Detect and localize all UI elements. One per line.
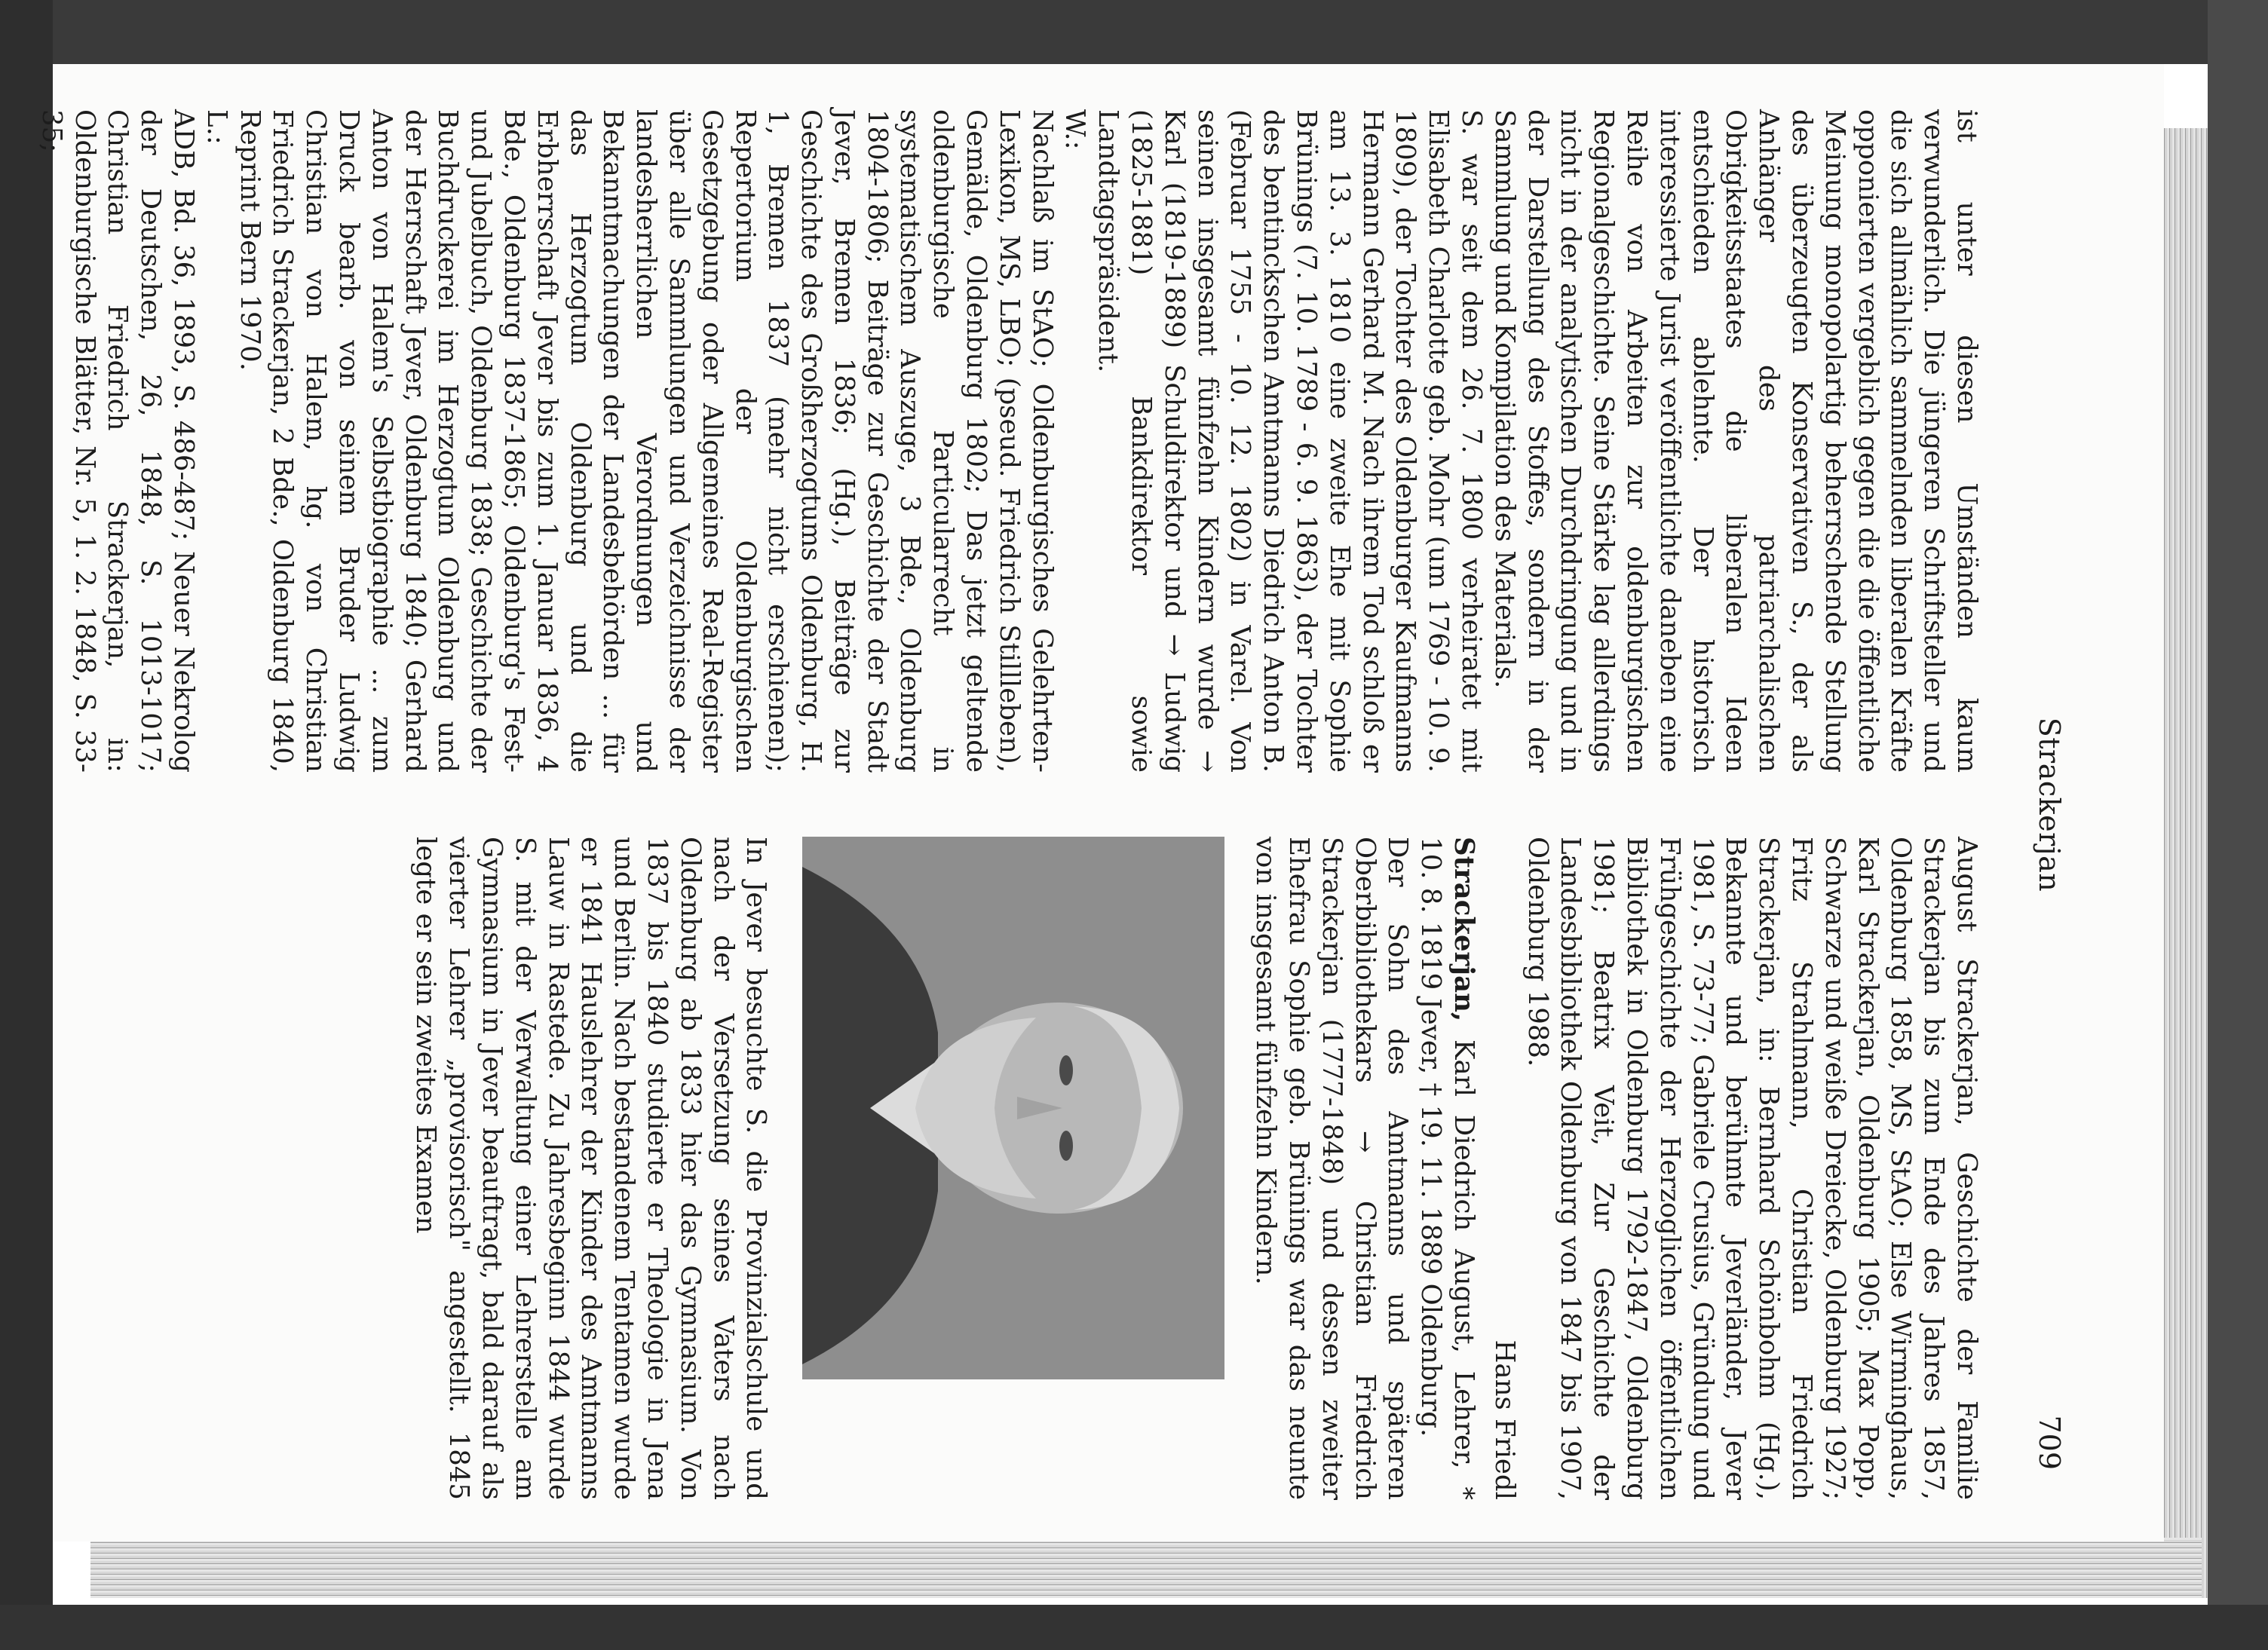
paragraph-family: S. war seit dem 26. 7. 1800 verheiratet mit Elisabeth Charlotte geb. Mohr (um 1769 - 10. 9. 1809), der Tochter des Oldenburger Kaufmanns Hermann Gerhard M. Nach ihrem Tod schloß er am 13. 3. 1810 eine zweite Ehe mit Sophie Brünings (7. 10. 1789 - 6. 9. 1863), der Tochter des bentinckschen Amtmanns Diedrich Anton B. (Februar 1755 - 10. 12. 1802) in Varel. Von seinen insgesamt fünfzehn Kindern wurde → Karl (1819-1889) Schuldirektor und → Ludwig (1825-1881) Bankdirektor sowie Landtagspräsident.	[1093, 109, 1488, 773]
paragraph-career: ist unter diesen Umständen kaum verwunderlich. Die jüngeren Schriftsteller und die sich allmählich sammelnden liberalen Kräfte opponierten vergeblich gegen die die öffentliche Meinung monopolartig beherrschende Stellung des überzeugten Konservativen S., der als Anhänger des patriarchalischen Obrigkeitsstaates die liberalen Ideen entschieden ablehnte. Der historisch interessierte Jurist veröffentlichte daneben eine Reihe von Arbeiten zur oldenburgischen Regionalgeschichte. Seine Stärke lag allerdings nicht in der analytischen Durchdringung und in der Darstellung des Stoffes, sondern in der Sammlung und Kompilation des Materials.	[1488, 109, 1982, 773]
author-signature: Hans Friedl	[1488, 1339, 1520, 1500]
entry-paragraph: Der Sohn des Amtmanns und späteren Oberbibliothekars → Christian Friedrich Strackerjan (1777-1848) und dessen zweiter Ehefrau Sophie geb. Brünings war das neunte von insgesamt fünfzehn Kindern.	[1250, 837, 1414, 1500]
literature-heading: L.:	[201, 109, 232, 145]
page-stack-bottom	[90, 1538, 2202, 1598]
page-number: 709	[2033, 1415, 2066, 1470]
book-edge-bottom	[0, 1605, 2268, 1650]
entry-heading	[1414, 837, 1480, 1500]
portrait-illustration	[802, 837, 1224, 1379]
literature-continued: August Strackerjan, Geschichte der Familie Strackerjan bis zum Ende des Jahres 1857, Oldenburg 1858, MS, StAO; Else Wirminghaus, Karl Strackerjan, Oldenburg 1905; Max Popp, Schwarze und weiße Dreiecke, Oldenburg 1927; Fritz Strahlmann, Christian Friedrich Strackerjan, in: Bernhard Schönbohm (Hg.), Bekannte und berühmte Jeverländer, Jever 1981, S. 73-77; Gabriele Crusius, Gründung und Frühgeschichte der Herzoglichen öffentlichen Bibliothek in Oldenburg 1792-1847, Oldenburg 1981; Beatrix Veit, Zur Geschichte der Landesbibliothek Oldenburg von 1847 bis 1907, Oldenburg 1988.	[1522, 837, 1982, 1500]
paragraph-education: In Jever besuchte S. die Provinzialschule und nach der Versetzung seines Vaters nach Oldenburg ab 1833 hier das Gymnasium. Von 1837 bis 1840 studierte er Theologie in Jena und Berlin. Nach bestandenem Tentamen wurde er 1841 Hauslehrer der Kinder des Amtmanns Lauw in Rastede. Zu Jahresbeginn 1844 wurde S. mit der Verwaltung einer Lehrerstelle am Gymnasium in Jever beauftragt, bald darauf als vierter Lehrer „provisorisch" angestellt. 1845 legte er sein zweites Examen	[410, 837, 772, 1500]
book-edge-right	[2208, 0, 2268, 1650]
rotated-page-content	[35, 109, 2066, 1500]
literature-list: ADB, Bd. 36, 1893, S. 486-487; Neuer Nekrolog der Deutschen, 26, 1848, S. 1013-1017; Christian Friedrich Strackerjan, in: Oldenburgische Blätter, Nr. 5, 1. 2. 1848, S. 33-35;	[35, 109, 199, 773]
entry-intro: Karl Diedrich August, Lehrer, * 10. 8. 1819 Jever, † 19. 11. 1889 Oldenburg.	[1415, 837, 1480, 1500]
page-stack-right	[2156, 128, 2208, 1598]
works-list: Nachlaß im StAO; Oldenburgisches Gelehrten-Lexikon, MS, LBO; (pseud. Friedrich Stillleben), Gemälde, Oldenburg 1802; Das jetzt geltende oldenburgische Particularrecht in systematischem Auszuge, 3 Bde., Oldenburg 1804-1806; Beiträge zur Geschichte der Stadt Jever, Bremen 1836; (Hg.), Beiträge zur Geschichte des Großherzogtums Oldenburg, H. 1, Bremen 1837 (mehr nicht erschienen); Repertorium der Oldenburgischen Gesetzgebung oder Allgemeines Real-Register über alle Sammlungen und Verzeichnisse der landesherrlichen Verordnungen und Bekanntmachungen der Landesbehörden ... für das Herzogtum Oldenburg und die Erbherrschaft Jever bis zum 1. Januar 1836, 4 Bde., Oldenburg 1837-1865; Oldenburg's Fest- und Jubelbuch, Oldenburg 1838; Geschichte der Buchdruckerei im Herzogtum Oldenburg und der Herrschaft Jever, Oldenburg 1840; Gerhard Anton von Halem's Selbstbiographie ... zum Druck bearb. von seinem Bruder Ludwig Christian von Halem, hg. von Christian Friedrich Strackerjan, 2 Bde., Oldenburg 1840, Reprint Bern 1970.	[234, 109, 1058, 773]
entry-name: Strackerjan,	[1448, 837, 1480, 1022]
running-head-title: Strackerjan	[2033, 717, 2066, 892]
running-head	[1998, 109, 2066, 1500]
right-column	[219, 837, 1983, 1500]
book-edge-top	[0, 0, 2268, 64]
left-column	[35, 109, 1983, 773]
works-heading: W.:	[1059, 109, 1091, 150]
portrait-photo	[802, 837, 1224, 1379]
